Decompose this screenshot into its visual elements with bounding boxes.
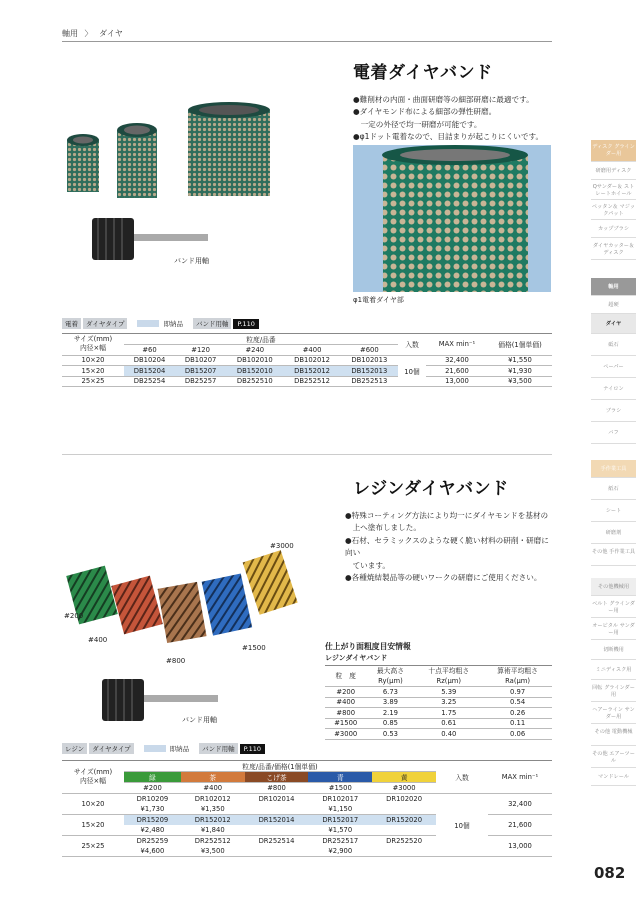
sidebar-item-machines[interactable]: その他機械用: [591, 578, 636, 596]
price-cell: ¥3,500: [488, 376, 552, 387]
sidebar-item[interactable]: 研磨用ディスク: [591, 162, 636, 180]
closeup-caption: φ1電着ダイヤ部: [353, 296, 404, 304]
max-cell: 13,000: [488, 835, 552, 856]
size-cell: 15×20: [62, 814, 124, 835]
cell: 0.54: [483, 697, 552, 708]
grit-header: #400: [283, 345, 340, 356]
header-divider: [62, 41, 552, 42]
rough-unit: Ra(μm): [483, 676, 552, 687]
grit-header: #60: [124, 345, 175, 356]
band-tag: バンド用軸: [193, 318, 232, 329]
price-cell: ¥1,730: [124, 804, 181, 815]
code-cell: DR15209: [124, 814, 181, 825]
code-cell: DB25257: [175, 376, 226, 387]
color-brown: 茶: [181, 772, 245, 783]
grit-header: #200: [124, 783, 181, 794]
cell: 0.85: [366, 718, 414, 729]
code-cell: DB152012: [283, 366, 340, 377]
page-ref[interactable]: P.110: [233, 319, 258, 329]
code-cell: DR252512: [194, 836, 231, 845]
roughness-table: [325, 665, 552, 740]
bullet: 一定の外径で均一研磨が可能です。: [353, 119, 482, 129]
sidebar-item[interactable]: ブラシ: [591, 400, 636, 422]
col-qty: 入数: [436, 761, 488, 794]
col-size: サイズ(mm): [73, 767, 113, 776]
table-row: [62, 366, 552, 377]
section2-spec-table: [62, 760, 552, 857]
section1-spec-table: [62, 333, 552, 387]
code-cell: DR252514: [258, 836, 295, 845]
type-tag: ダイヤタイプ: [89, 743, 133, 754]
sidebar-item[interactable]: Qサンダー＆ ストレートホイール: [591, 180, 636, 200]
sidebar-item[interactable]: バフ: [591, 422, 636, 444]
code-cell: DR102012: [194, 794, 231, 803]
color-blue: 青: [308, 772, 372, 783]
code-cell: DB102012: [283, 355, 340, 366]
code-cell: DB252512: [283, 376, 340, 387]
bullet: ●石材、セラミックスのような硬く脆い材料の研削・研磨に向い: [345, 535, 549, 558]
code-cell: DB25254: [124, 376, 175, 387]
code-cell: DR152017: [308, 814, 372, 825]
code-cell: DB10207: [175, 355, 226, 366]
grit-header: #3000: [372, 783, 436, 794]
electroplated-bands-photo: [62, 102, 277, 202]
price-cell: ¥1,550: [488, 355, 552, 366]
cell: 0.40: [414, 729, 483, 740]
code-cell: DR102020: [386, 794, 423, 803]
breadcrumb-part2[interactable]: ダイヤ: [99, 29, 123, 38]
sidebar-item[interactable]: その他 エアーツール: [591, 746, 636, 768]
sidebar-item[interactable]: ヘアーライン サンダー用: [591, 702, 636, 724]
price-cell: ¥3,500: [181, 846, 245, 857]
rough-col: 最大高さ: [376, 667, 405, 675]
breadcrumb-separator: 〉: [84, 29, 93, 38]
code-cell: DB15204: [124, 366, 175, 377]
rough-col: 十点平均粗さ: [428, 667, 470, 675]
code-cell: DR152014: [245, 814, 309, 825]
cell: #1500: [325, 718, 366, 729]
code-cell: DB152013: [341, 366, 398, 377]
cell: #400: [325, 697, 366, 708]
col-size: サイズ(mm): [73, 335, 113, 344]
table-row: [325, 697, 552, 708]
grit-header: #600: [341, 345, 398, 356]
cell: 3.89: [366, 697, 414, 708]
grit-label-200: #200: [64, 612, 84, 620]
price-cell: ¥2,480: [124, 825, 181, 836]
breadcrumb-part1[interactable]: 軸用: [62, 29, 78, 38]
type-tag: レジン: [62, 743, 87, 754]
grit-label-1500: #1500: [242, 644, 266, 652]
category-sidebar: [591, 140, 636, 786]
grit-label-3000: #3000: [270, 542, 294, 550]
price-cell: ¥1,840: [181, 825, 245, 836]
electroplated-closeup-photo: [353, 145, 551, 292]
code-cell: DB10204: [124, 355, 175, 366]
stock-swatch: [137, 320, 159, 327]
bullet: ●ダイヤモンド布による細部の弾性研磨。: [353, 107, 497, 117]
size-cell: 10×20: [62, 793, 124, 814]
price-cell: ¥4,600: [124, 846, 181, 857]
table-row: [62, 355, 552, 366]
col-grit: 粒度/品番: [124, 334, 398, 345]
code-cell: DR25259: [136, 836, 169, 845]
section1-type-bar: [62, 318, 259, 329]
price-cell: ¥1,350: [181, 804, 245, 815]
bullet: 上へ塗布しました。: [345, 523, 421, 533]
color-yellow: 黄: [372, 772, 436, 783]
rough-col: 算術平均粗さ: [497, 667, 538, 675]
col-price: 価格(1個単価): [488, 334, 552, 356]
price-cell: ¥2,900: [245, 846, 436, 857]
sidebar-item[interactable]: 切断機用: [591, 640, 636, 660]
cell: #800: [325, 708, 366, 719]
roughness-title: 仕上がり面粗度目安情報: [325, 642, 411, 651]
bullet: ています。: [345, 560, 390, 570]
roughness-subtitle: レジンダイヤバンド: [325, 654, 388, 662]
cell: 0.06: [483, 729, 552, 740]
rough-unit: Ry(μm): [366, 676, 414, 687]
cell: 0.97: [483, 687, 552, 698]
max-cell: 21,600: [426, 366, 488, 377]
sidebar-item[interactable]: シート: [591, 500, 636, 522]
bullet: ●各種焼結製品等の硬いワークの研磨にご使用ください。: [345, 573, 542, 583]
cell: 0.11: [483, 718, 552, 729]
col-qty: 入数: [398, 334, 426, 356]
code-cell: DR10209: [136, 794, 169, 803]
page-number: 082: [594, 864, 626, 882]
code-cell: DB152010: [226, 366, 283, 377]
color-green: 緑: [124, 772, 181, 783]
code-cell: DB252513: [341, 376, 398, 387]
code-cell: DB15207: [175, 366, 226, 377]
sidebar-item[interactable]: その他 手作業工具: [591, 544, 636, 566]
stock-swatch: [144, 745, 166, 752]
sidebar-item[interactable]: オービタル サンダー用: [591, 618, 636, 640]
max-cell: 32,400: [426, 355, 488, 366]
table-row: [325, 708, 552, 719]
table-row: [62, 376, 552, 387]
code-cell: DB102013: [341, 355, 398, 366]
sidebar-item[interactable]: ダイヤカッター＆ ディスク: [591, 238, 636, 260]
rough-col: 粒 度: [325, 666, 366, 687]
sidebar-item[interactable]: ペーパー: [591, 356, 636, 378]
section2-bullets: [345, 510, 555, 584]
breadcrumb: [62, 28, 123, 39]
sidebar-item[interactable]: ナイロン: [591, 378, 636, 400]
qty-cell: 10個: [436, 793, 488, 856]
sidebar-item[interactable]: ミニディスク用: [591, 660, 636, 680]
size-cell: 25×25: [62, 376, 124, 387]
size-cell: 25×25: [62, 835, 124, 856]
price-cell: ¥1,930: [488, 366, 552, 377]
col-grit: 粒度/品番/価格(1個単価): [124, 761, 436, 772]
sidebar-item[interactable]: カップブラシ: [591, 220, 636, 238]
grit-label-800: #800: [166, 657, 186, 665]
rough-unit: Rz(μm): [414, 676, 483, 687]
cell: 2.19: [366, 708, 414, 719]
max-cell: 32,400: [488, 793, 552, 814]
section1-bullets: [353, 94, 553, 144]
grit-label-400: #400: [88, 636, 108, 644]
code-cell: DR252517: [322, 836, 359, 845]
grit-header: #120: [175, 345, 226, 356]
cell: 0.61: [414, 718, 483, 729]
code-cell: DR102014: [258, 794, 295, 803]
section2-type-bar: [62, 743, 265, 754]
table-row: [325, 729, 552, 740]
sidebar-item[interactable]: 紙石: [591, 478, 636, 500]
sidebar-item[interactable]: 砥石: [591, 334, 636, 356]
section2-title: レジンダイヤバンド: [353, 479, 509, 499]
qty-cell: 10個: [398, 355, 426, 387]
sidebar-item[interactable]: 研磨剤: [591, 522, 636, 544]
sidebar-item[interactable]: マンドレール: [591, 768, 636, 786]
code-cell: DB102010: [226, 355, 283, 366]
section-divider: [62, 454, 552, 455]
bullet: ●特殊コーティング方法により均一にダイヤモンドを基材の: [345, 511, 549, 520]
table-row: [325, 687, 552, 698]
col-size-sub: 内径×幅: [79, 344, 107, 353]
code-cell: DR152020: [372, 814, 436, 825]
size-cell: 15×20: [62, 366, 124, 377]
sidebar-item-diamond[interactable]: ダイヤ: [591, 314, 636, 334]
max-cell: 21,600: [488, 814, 552, 835]
band-tag: バンド用軸: [199, 743, 238, 754]
type-tag: 電着: [62, 318, 81, 329]
col-max: MAX min⁻¹: [426, 334, 488, 356]
table-row: [325, 718, 552, 729]
sidebar-item-hand-tools[interactable]: 手作業工具: [591, 460, 636, 478]
shaft-caption: バンド用軸: [182, 716, 217, 724]
bullet: ●難削材の内面・曲面研磨等の細部研磨に最適です。: [353, 95, 534, 104]
grit-header: #400: [181, 783, 245, 794]
col-size-sub: 内径×幅: [79, 776, 107, 785]
table-row: [62, 793, 552, 804]
price-cell: ¥1,570: [245, 825, 436, 836]
color-darkbrown: こげ茶: [245, 772, 309, 783]
cell: 1.75: [414, 708, 483, 719]
cell: 0.53: [366, 729, 414, 740]
section1-title: 電着ダイヤバンド: [353, 63, 493, 83]
bullet: ●φ1ドット電着なので、目詰まりが起こりにくいです。: [353, 132, 544, 142]
page-ref[interactable]: P.110: [240, 744, 265, 754]
code-cell: DB252510: [226, 376, 283, 387]
grit-header: #800: [245, 783, 309, 794]
code-cell: DR152012: [181, 814, 245, 825]
sidebar-item[interactable]: ベルト グラインダー用: [591, 596, 636, 618]
cell: 5.39: [414, 687, 483, 698]
shaft-caption: バンド用軸: [174, 257, 209, 265]
code-cell: DR102017: [322, 794, 359, 803]
grit-header: #240: [226, 345, 283, 356]
max-cell: 13,000: [426, 376, 488, 387]
sidebar-item[interactable]: 回転 グラインダー用: [591, 680, 636, 702]
type-tag: ダイヤタイプ: [83, 318, 127, 329]
cell: #3000: [325, 729, 366, 740]
sidebar-item[interactable]: その他 電動機械: [591, 724, 636, 746]
stock-label: 即納品: [163, 320, 183, 328]
cell: #200: [325, 687, 366, 698]
grit-header: #1500: [308, 783, 372, 794]
sidebar-item[interactable]: 超硬: [591, 296, 636, 314]
sidebar-item[interactable]: ペッタン＆ マジックパット: [591, 200, 636, 220]
price-cell: ¥1,150: [245, 804, 436, 815]
cell: 6.73: [366, 687, 414, 698]
cell: 3.25: [414, 697, 483, 708]
code-cell: DR252520: [386, 836, 423, 845]
col-max: MAX min⁻¹: [488, 761, 552, 794]
stock-label: 即納品: [169, 745, 190, 753]
sidebar-item-disc-grinder[interactable]: ディスク グラインダー用: [591, 140, 636, 162]
cell: 0.26: [483, 708, 552, 719]
sidebar-item-shaft[interactable]: 軸用: [591, 278, 636, 296]
size-cell: 10×20: [62, 355, 124, 366]
